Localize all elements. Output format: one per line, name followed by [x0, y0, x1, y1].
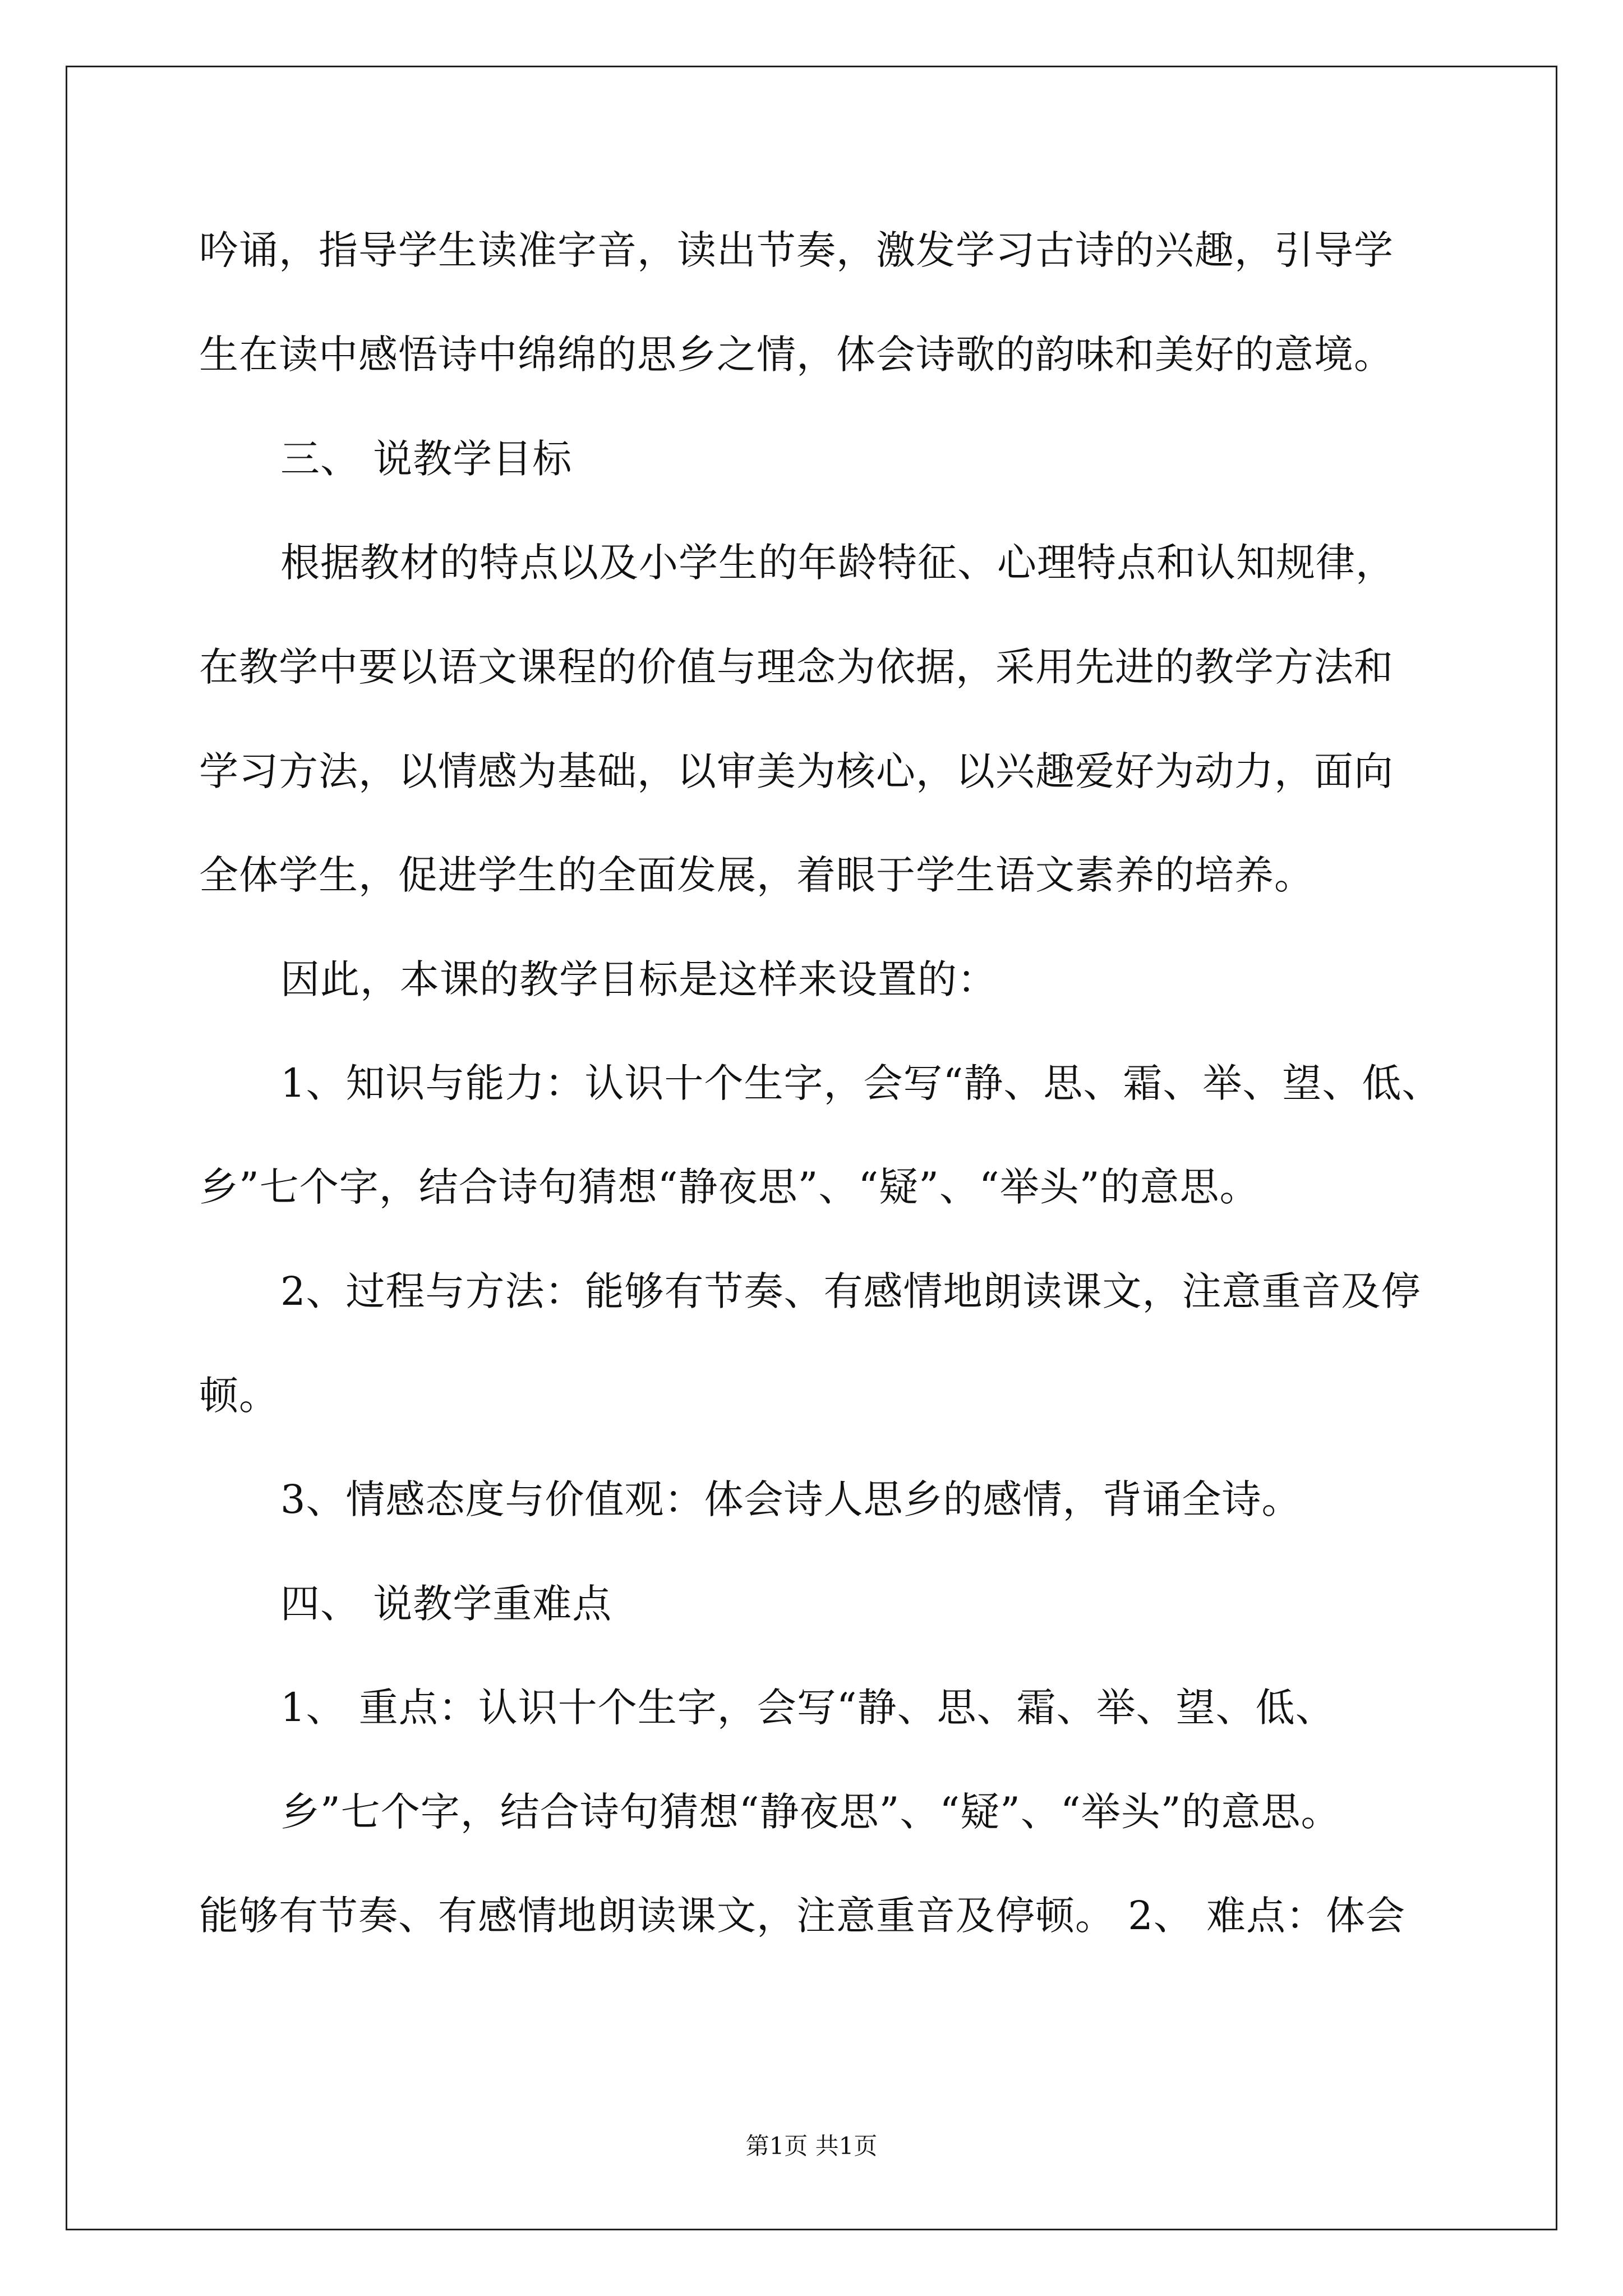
keypoint-line-3: 能够有节奏、有感情地朗读课文，注意重音及停顿。 2、 难点：体会	[199, 1893, 1406, 1939]
page-number-footer: 第1页 共1页	[745, 2132, 878, 2160]
goal-2-line-1: 2、过程与方法：能够有节奏、有感情地朗读课文，注意重音及停	[280, 1268, 1421, 1314]
body-line-4: 根据教材的特点以及小学生的年龄特征、心理特点和认知规律，	[280, 540, 1395, 586]
keypoint-line-1: 1、 重点：认识十个生字，会写“静、思、霜、举、望、低、	[280, 1685, 1335, 1731]
keypoint-line-2: 乡”七个字，结合诗句猜想“静夜思”、“疑”、“举头”的意思。	[280, 1789, 1341, 1835]
body-line-1: 吟诵，指导学生读准字音，读出节奏，激发学习古诗的兴趣，引导学	[199, 227, 1394, 273]
body-line-6: 学习方法，以情感为基础，以审美为核心，以兴趣爱好为动力，面向	[199, 748, 1394, 794]
section-heading-4: 四、 说教学重难点	[280, 1581, 612, 1627]
body-line-2: 生在读中感悟诗中绵绵的思乡之情，体会诗歌的韵味和美好的意境。	[199, 332, 1394, 378]
goal-3-line: 3、情感态度与价值观：体会诗人思乡的感情，背诵全诗。	[280, 1476, 1302, 1522]
goal-2-line-2: 顿。	[199, 1373, 279, 1419]
body-line-8: 因此，本课的教学目标是这样来设置的：	[280, 956, 997, 1002]
section-heading-3: 三、 说教学目标	[280, 436, 573, 482]
goal-1-line-1: 1、知识与能力：认识十个生字，会写“静、思、霜、举、望、低、	[280, 1060, 1442, 1106]
body-line-5: 在教学中要以语文课程的价值与理念为依据，采用先进的教学方法和	[199, 644, 1394, 690]
goal-1-line-2: 乡”七个字，结合诗句猜想“静夜思”、“疑”、“举头”的意思。	[199, 1164, 1260, 1210]
body-line-7: 全体学生，促进学生的全面发展，着眼于学生语文素养的培养。	[199, 852, 1314, 898]
